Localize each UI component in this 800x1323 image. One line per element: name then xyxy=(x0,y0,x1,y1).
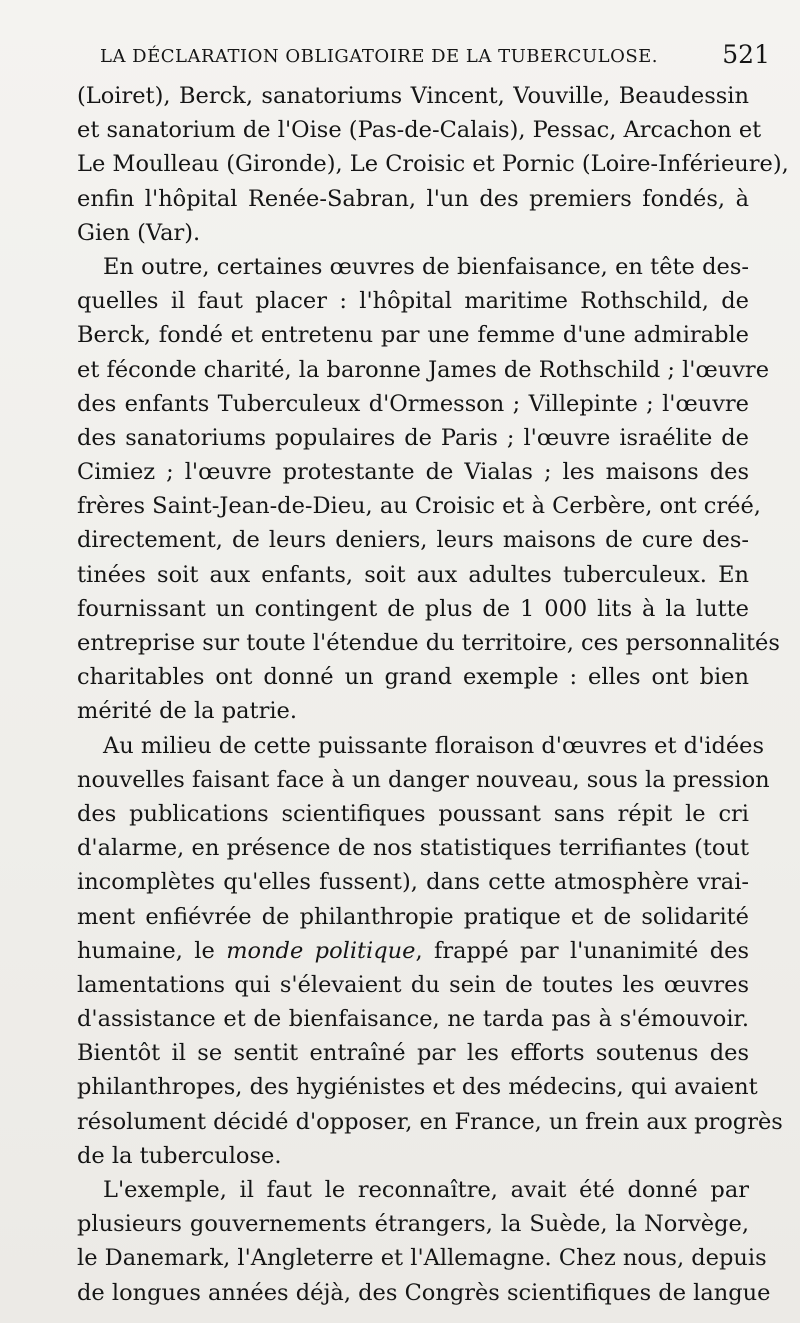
text-line: L'exemple, il faut le reconnaître, avait été donné par xyxy=(103,1177,749,1203)
text-line: Berck, fondé et entretenu par une femme d'une admirable xyxy=(77,322,749,349)
paragraph xyxy=(77,79,789,250)
text-line: d'assistance et de bienfaisance, ne tarda pas à s'émouvoir. xyxy=(77,1006,749,1033)
text-line: charitables ont donné un grand exemple : elles ont bien xyxy=(77,664,749,691)
text-line: le Danemark, l'Angleterre et l'Allemagne. Chez nous, depuis xyxy=(77,1245,767,1272)
text-line: philanthropes, des hygiénistes et des médecins, qui avaient xyxy=(77,1074,758,1101)
text-fragment: , frappé par l'unanimité des xyxy=(415,937,749,964)
text-line: de longues années déjà, des Congrès scientifiques de langue xyxy=(77,1279,771,1306)
text-line: frères Saint-Jean-de-Dieu, au Croisic et à Cerbère, ont créé, xyxy=(77,493,761,520)
text-line: enfin l'hôpital Renée-Sabran, l'un des premiers fondés, à xyxy=(77,185,749,212)
text-line: et féconde charité, la baronne James de Rothschild ; l'œuvre xyxy=(77,356,770,383)
text-line: des publications scientifiques poussant sans répit le cri xyxy=(77,800,749,827)
text-fragment: humaine, le xyxy=(77,937,227,964)
text-line: Gien (Var). xyxy=(77,219,201,246)
page-number: 521 xyxy=(722,40,770,69)
text-line: tinées soit aux enfants, soit aux adultes tuberculeux. En xyxy=(77,561,749,588)
text-line: des enfants Tuberculeux d'Ormesson ; Villepinte ; l'œuvre xyxy=(77,390,749,417)
paragraph xyxy=(77,1173,771,1310)
text-line: quelles il faut placer : l'hôpital maritime Rothschild, de xyxy=(77,288,749,315)
text-line: En outre, certaines œuvres de bienfaisance, en tête des- xyxy=(103,253,749,280)
text-line: entreprise sur toute l'étendue du territoire, ces personnalités xyxy=(77,630,780,656)
text-line: directement, de leurs deniers, leurs maisons de cure des- xyxy=(77,527,749,554)
text-line: résolument décidé d'opposer, en France, un frein aux progrès xyxy=(77,1108,783,1135)
text-line: fournissant un contingent de plus de 1 000 lits à la lutte xyxy=(77,595,749,622)
text-line: plusieurs gouvernements étrangers, la Suède, la Norvège, xyxy=(77,1211,749,1238)
running-title: LA DÉCLARATION OBLIGATOIRE DE LA TUBERCULOSE. xyxy=(100,46,659,67)
text-line: nouvelles faisant face à un danger nouveau, sous la pression xyxy=(77,766,770,793)
text-line: Bientôt il se sentit entraîné par les efforts soutenus des xyxy=(77,1040,749,1067)
text-line: mérité de la patrie. xyxy=(77,698,298,725)
text-line xyxy=(77,934,749,968)
text-line: et sanatorium de l'Oise (Pas-de-Calais), Pessac, Arcachon et xyxy=(77,117,762,144)
text-line: des sanatoriums populaires de Paris ; l'œuvre israélite de xyxy=(77,424,749,451)
italic-phrase: monde politique xyxy=(226,937,416,964)
paragraph xyxy=(77,729,783,1173)
body-text xyxy=(77,79,789,1310)
text-line: d'alarme, en présence de nos statistiques terrifiantes (tout xyxy=(77,835,749,862)
text-line: Cimiez ; l'œuvre protestante de Vialas ; les maisons des xyxy=(77,459,749,486)
text-line: incomplètes qu'elles fussent), dans cette atmosphère vrai- xyxy=(77,869,749,896)
text-line: de la tuberculose. xyxy=(77,1142,282,1169)
text-line: (Loiret), Berck, sanatoriums Vincent, Vouville, Beaudessin xyxy=(77,83,749,109)
text-line: ment enfiévrée de philanthropie pratique et de solidarité xyxy=(77,903,749,930)
page-header xyxy=(100,38,770,74)
text-line: Au milieu de cette puissante floraison d'œuvres et d'idées xyxy=(103,732,765,759)
text-line: lamentations qui s'élevaient du sein de toutes les œuvres xyxy=(77,971,749,998)
text-line: Le Moulleau (Gironde), Le Croisic et Pornic (Loire-Inférieure), xyxy=(77,151,789,178)
paragraph xyxy=(77,250,780,729)
